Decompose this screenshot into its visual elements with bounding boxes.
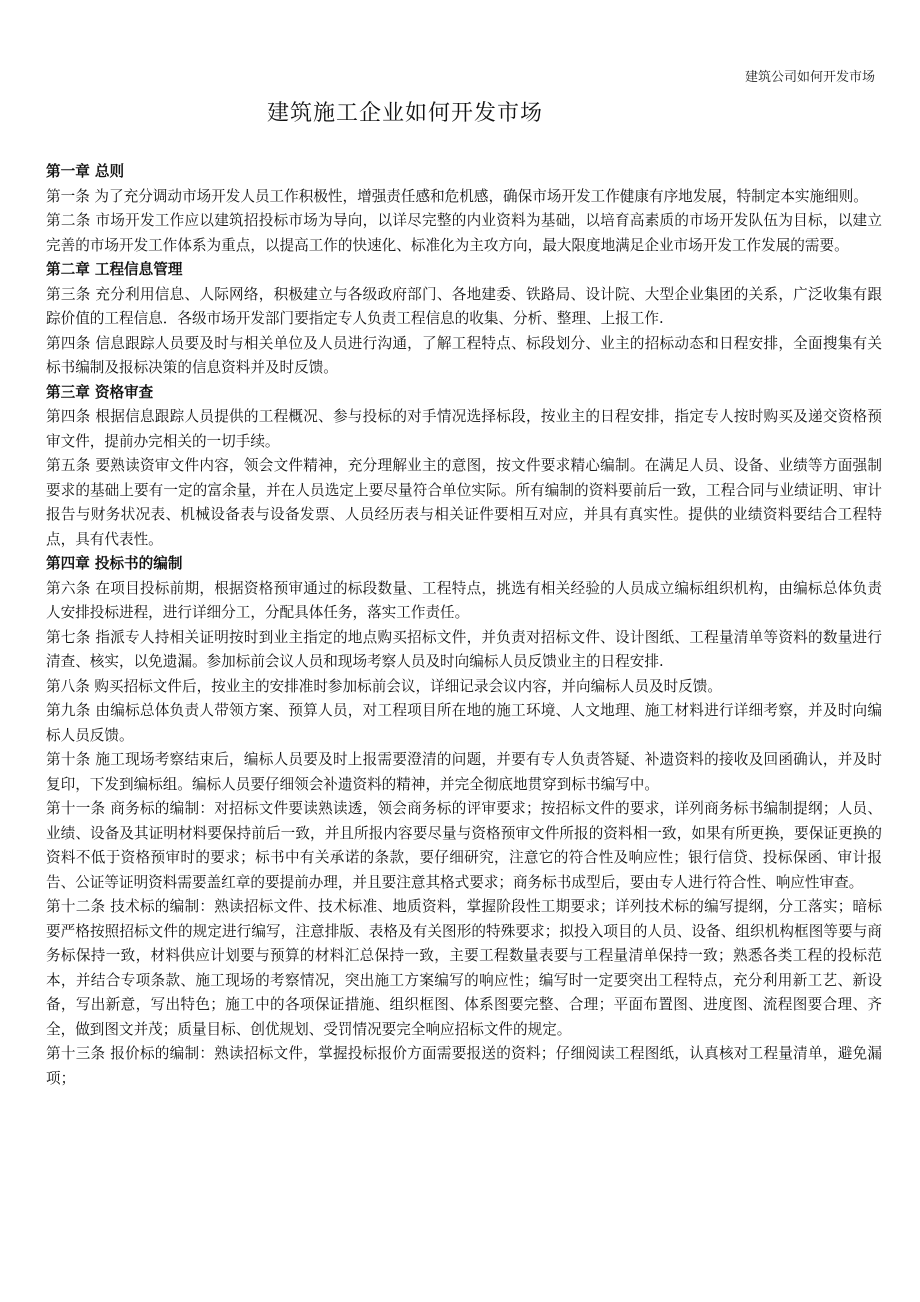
article-paragraph: 第十二条 技术标的编制：熟读招标文件、技术标准、地质资料，掌握阶段性工期要求；详列技术标的编写提纲，分工落实；暗标要严格按照招标文件的规定进行编写，注意排版、表格及有关图形的特殊要求；拟投入项目的人员、设备、组织机构框图等要与商务标保持一致，材料供应计划要与预算的材料汇总保持一致，主要工程数量表要与工程量清单保持一致；熟悉各类工程的投标范本，并结合专项条款、施工现场的考察情况，突出施工方案编写的响应性；编写时一定要突出工程特点，充分利用新工艺、新设备，写出新意，写出特色；施工中的各项保证措施、组织框图、体系图要完整、合理；平面布置图、进度图、流程图要合理、齐全，做到图文并茂；质量目标、创优规划、受罚情况要完全响应招标文件的规定。 (46, 898, 882, 1038)
article-paragraph: 第十三条 报价标的编制：熟读招标文件，掌握投标报价方面需要报送的资料；仔细阅读工程图纸，认真核对工程量清单，避免漏项； (46, 1045, 882, 1087)
running-header: 建筑公司如何开发市场 (744, 70, 875, 85)
chapter-heading: 第四章 投标书的编制 (46, 555, 183, 572)
article-paragraph: 第十一条 商务标的编制：对招标文件要读熟读透，领会商务标的评审要求；按招标文件的要求，详列商务标书编制提纲；人员、业绩、设备及其证明材料要保持前后一致，并且所报内容要尽量与资格预审文件所报的资料相一致，如果有所更换，要保证更换的资料不低于资格预审时的要求；标书中有关承诺的条款，要仔细研究，注意它的符合性及响应性；银行信贷、投标保函、审计报告、公证等证明资料需要盖红章的要提前办理，并且要注意其格式要求；商务标书成型后，要由专人进行符合性、响应性审查。 (46, 800, 882, 891)
article-paragraph: 第六条 在项目投标前期，根据资格预审通过的标段数量、工程特点，挑选有相关经验的人员成立编标组织机构，由编标总体负责人安排投标进程，进行详细分工，分配具体任务，落实工作责任。 (46, 579, 882, 621)
document-body (46, 160, 882, 1091)
article-paragraph: 第八条 购买招标文件后，按业主的安排准时参加标前会议，详细记录会议内容，并向编标人员及时反馈。 (46, 677, 722, 695)
article-paragraph: 第三条 充分利用信息、人际网络，积极建立与各级政府部门、各地建委、铁路局、设计院、大型企业集团的关系，广泛收集有跟踪价值的工程信息．各级市场开发部门要指定专人负责工程信息的收集、分析、整理、上报工作. (46, 285, 882, 327)
article-paragraph: 第九条 由编标总体负责人带领方案、预算人员，对工程项目所在地的施工环境、人文地理、施工材料进行详细考察，并及时向编标人员反馈。 (46, 702, 882, 744)
article-paragraph: 第四条 信息跟踪人员要及时与相关单位及人员进行沟通，了解工程特点、标段划分、业主的招标动态和日程安排，全面搜集有关标书编制及报标决策的信息资料并及时反馈。 (46, 334, 882, 376)
article-paragraph: 第四条 根据信息跟踪人员提供的工程概况、参与投标的对手情况选择标段，按业主的日程安排，指定专人按时购买及递交资格预审文件，提前办完相关的一切手续。 (46, 408, 882, 450)
article-paragraph: 第一条 为了充分调动市场开发人员工作积极性，增强责任感和危机感，确保市场开发工作健康有序地发展，特制定本实施细则。 (46, 187, 868, 205)
chapter-heading: 第一章 总则 (46, 163, 125, 180)
chapter-heading: 第三章 资格审查 (46, 383, 154, 401)
document-title: 建筑施工企业如何开发市场 (266, 101, 543, 126)
article-paragraph: 第七条 指派专人持相关证明按时到业主指定的地点购买招标文件，并负责对招标文件、设计图纸、工程量清单等资料的数量进行清查、核实，以免遗漏。参加标前会议人员和现场考察人员及时向编标人员反馈业主的日程安排. (46, 628, 882, 670)
article-paragraph: 第五条 要熟读资审文件内容，领会文件精神，充分理解业主的意图，按文件要求精心编制。在满足人员、设备、业绩等方面强制要求的基础上要有一定的富余量，并在人员选定上要尽量符合单位实际。所有编制的资料要前后一致，工程合同与业绩证明、审计报告与财务状况表、机械设备表与设备发票、人员经历表与相关证件要相互对应，并具有真实性。提供的业绩资料要结合工程特点，具有代表性。 (46, 457, 882, 548)
article-paragraph: 第二条 市场开发工作应以建筑招投标市场为导向，以详尽完整的内业资料为基础，以培育高素质的市场开发队伍为目标，以建立完善的市场开发工作体系为重点，以提高工作的快速化、标准化为主攻方向，最大限度地满足企业市场开发工作发展的需要。 (46, 212, 882, 254)
article-paragraph: 第十条 施工现场考察结束后，编标人员要及时上报需要澄清的问题，并要有专人负责答疑、补遗资料的接收及回函确认，并及时复印，下发到编标组。编标人员要仔细领会补遗资料的精神，并完全彻底地贯穿到标书编写中。 (46, 751, 882, 793)
chapter-heading: 第二章 工程信息管理 (46, 261, 183, 278)
